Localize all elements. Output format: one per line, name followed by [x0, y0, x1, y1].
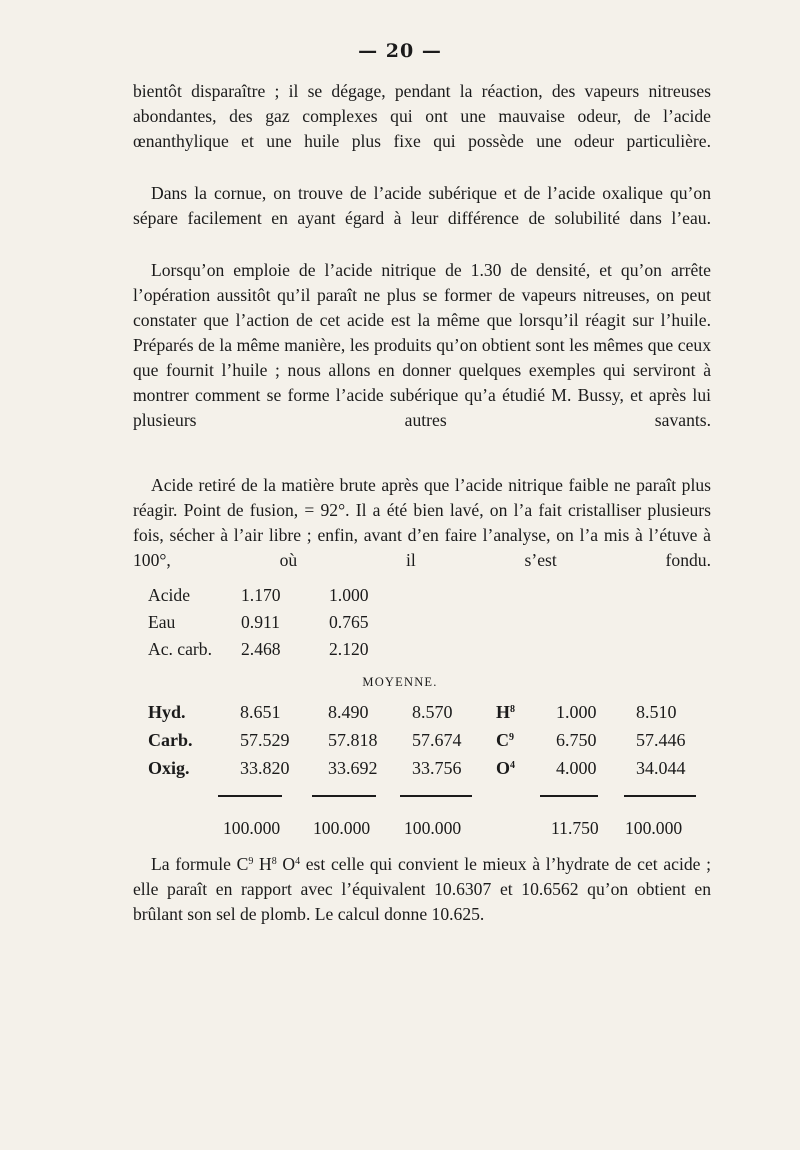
trial-1-value: 8.651	[240, 702, 281, 722]
row-label: Acide	[148, 585, 191, 605]
sum-rule	[400, 795, 472, 797]
equivalent-value: 1.000	[556, 702, 597, 722]
total-trial-2: 100.000	[313, 818, 371, 838]
value-2: 0.765	[329, 612, 369, 632]
row-label: Oxig.	[148, 758, 190, 778]
table-row	[148, 702, 708, 730]
trial-2-value: 8.490	[328, 702, 369, 722]
calculated-percent: 8.510	[636, 702, 677, 722]
row-label: Hyd.	[148, 702, 186, 722]
calculated-percent: 57.446	[636, 730, 686, 750]
paragraph-1: bientôt disparaître ; il se dégage, pendant la réaction, des vapeurs nitreuses abondantes, des gaz complexes qui ont une mauvaise odeur, de l’acide œnanthylique et une huile plus fixe qui possède une odeur particulière.	[133, 81, 711, 151]
table-row	[148, 639, 448, 666]
value-1: 0.911	[241, 612, 280, 632]
table-row	[148, 585, 448, 612]
sum-rule	[540, 795, 598, 797]
analysis-table	[148, 585, 448, 666]
trial-2-value: 33.692	[328, 758, 378, 778]
equivalent-value: 4.000	[556, 758, 597, 778]
paragraph-3: Lorsqu’on emploie de l’acide nitrique de 1.30 de densité, et qu’on arrête l’opération aussitôt qu’il paraît ne plus se former de vapeurs nitreuses, on peut constater que l’action de cet acide est la même que lorsqu’il réagit sur l’huile. Préparés de la même manière, les produits qu’on obtient sont les mêmes que ceux que fournit l’huile ; nous allons en donner quelques exemples qui serviront à montrer comment se forme l’acide subérique qu’a étudié M. Bussy, et après lui plusieurs autres savants.	[133, 260, 711, 430]
total-mean: 100.000	[404, 818, 462, 838]
total-equivalent: 11.750	[551, 818, 599, 838]
trial-1-value: 33.820	[240, 758, 290, 778]
paragraph-4: Acide retiré de la matière brute après que l’acide nitrique faible ne paraît plus réagir. Point de fusion, = 92°. Il a été bien lavé, on l’a fait cristalliser plusieurs fois, sécher à l’air libre ; enfin, avant d’en faire l’analyse, on l’a mis à l’étuve à 100°, où il s’est fondu.	[133, 475, 711, 570]
value-1: 1.170	[241, 585, 281, 605]
element-symbol: $O^4$	[496, 758, 516, 778]
trial-1-value: 57.529	[240, 730, 290, 750]
row-label: Carb.	[148, 730, 193, 750]
mean-value: 57.674	[412, 730, 462, 750]
total-calculated: 100.000	[625, 818, 683, 838]
value-2: 1.000	[329, 585, 369, 605]
row-label: Eau	[148, 612, 176, 632]
element-symbol: $C^9$	[496, 730, 514, 750]
value-1: 2.468	[241, 639, 281, 659]
row-label: Ac. carb.	[148, 639, 212, 659]
formula-paragraph: La formule $C^9$ $H^8$ $O^4$ est celle qui convient le mieux à l’hydrate de cet acide ; elle paraît en rapport avec l’équivalent 10.6307 et 10.6562 qu’on obtient en brûlant son sel de plomb. Le calcul donne 10.625.	[133, 854, 711, 924]
table-row	[148, 730, 708, 758]
page-number: — 20 —	[358, 40, 442, 62]
mean-value: 8.570	[412, 702, 453, 722]
moyenne-heading: MOYENNE.	[362, 675, 438, 689]
calculated-percent: 34.044	[636, 758, 686, 778]
sum-rule	[624, 795, 696, 797]
composition-table	[148, 702, 708, 786]
table-row	[148, 758, 708, 786]
element-symbol: $H^8$	[496, 702, 516, 722]
trial-2-value: 57.818	[328, 730, 378, 750]
mean-value: 33.756	[412, 758, 462, 778]
value-2: 2.120	[329, 639, 369, 659]
table-row	[148, 612, 448, 639]
paragraph-2: Dans la cornue, on trouve de l’acide subérique et de l’acide oxalique qu’on sépare facilement en ayant égard à leur différence de solubilité dans l’eau.	[133, 183, 711, 228]
total-trial-1: 100.000	[223, 818, 281, 838]
sum-rule	[218, 795, 282, 797]
equivalent-value: 6.750	[556, 730, 597, 750]
sum-rule	[312, 795, 376, 797]
